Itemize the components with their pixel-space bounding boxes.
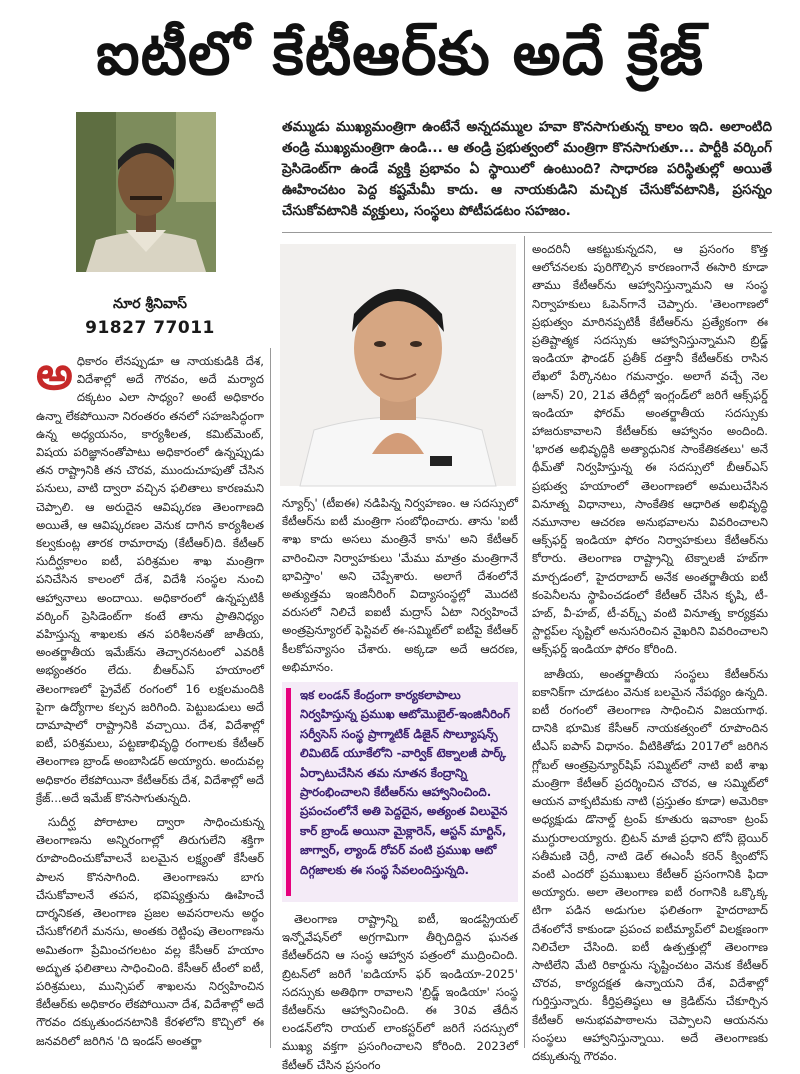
paragraph <box>36 346 264 807</box>
lede-text: తమ్ముడు ముఖ్యమంత్రిగా ఉంటేనే అన్నదమ్ముల హవా కొనసాగుతున్న కాలం ఇది. అలాంటిది తండ్రి ముఖ్యమంత్రిగా ఉండి... ఆ తండ్రి ప్రభుత్వంలో మంత్రిగా కొనసాగుతూ... పార్టీకి వర్కింగ్ ప్రెసిడెంట్‌గా ఉండే వ్యక్తి ప్రభావం ఏ స్థాయిలో ఉంటుంది? సాధారణ పరిస్థితుల్లో అయితే ఊహించటం పెద్ద కష్టమేమీ కాదు. ఆ నాయకుడిని మచ్చిక చేసుకోవటానికి, ప్రసన్నం చేసుకోవటానికి వ్యక్తులు, సంస్థలు పోటీపడటం సహజం. <box>282 119 772 219</box>
drop-cap: అ <box>36 346 73 400</box>
pull-quote <box>282 682 518 902</box>
ktr-photo <box>280 244 516 486</box>
paragraph: జాతీయ, అంతర్జాతీయ సంస్థలు కేటీఆర్‌ను ఐకానిక్‌గా చూడటం వెనుక బలమైన నేపథ్యం ఉన్నది. ఐటీ రంగంలో తెలంగాణ సాధించిన విజయగాథ. దానికి భూమిక కేసీఆర్ నాయకత్వంలో రూపొందిన టీఎస్ ఐపాస్ విధానం. వీటికితోడు 2017లో జరిగిన గ్లోబల్ ఆంత్రప్రెన్యూర్‌షిప్ సమ్మిట్‌లో నాటి ఐటీ శాఖ మంత్రిగా కేటీఆర్ ప్రదర్శించిన చొరవ, ఆ సమ్మిట్‌లో ఆయన వాక్పటిమకు నాటి (ప్రస్తుతం కూడా) అమెరికా అధ్యక్షుడు డొనాల్డ్ ట్రంప్ కూతురు ఇవాంకా ట్రంప్ ముగ్ధురాలయ్యారు. బ్రిటన్ మాజీ ప్రధాని టోనీ బ్లెయిర్ సతీమణి చెర్రీ, నాటి డెల్ ఈఎంసీ కరెన్ క్వింటోస్ వంటి ఎందరో ప్రముఖులు కేటీఆర్ ప్రసంగానికి ఫిదా అయ్యారు. అలా తెలంగాణ ఐటీ రంగానికి ఒక్కొక్క టిగా పడిన అడుగుల ఫలితంగా హైదరాబాద్ దేశంలోనే కాకుండా ప్రపంచ ఐటీమ్యాప్‌లో విలక్షణంగా నిలిచేలా చేసింది. ఐటీ ఉత్పత్తుల్లో తెలంగాణ సాటిలేని మేటి రికార్డును సృష్టించటం వెనుక కేటీఆర్ చొరవ, కార్యదక్షత ఉన్నాయని దేశ, విదేశాల్లో గుర్తిస్తున్నారు. కీర్తిప్రతిష్ఠలు ఆ క్రెడిట్‌ను చేకూర్చిన కేటీఆర్ అనుభవపాఠాలను చెప్పాలని ఆయనను సంస్థలు ఆహ్వానిస్తున్నాయి. అదే తెలంగాణకు దక్కుతున్న గౌరవం. <box>532 666 768 1063</box>
article-column-3 <box>532 240 768 1063</box>
pull-quote-bar <box>286 688 291 896</box>
column-divider <box>524 236 525 1048</box>
pull-quote-text: ఇక లండన్ కేంద్రంగా కార్యకలాపాలు నిర్వహిస్తున్న ప్రముఖ ఆటోమొబైల్-ఇంజినీరింగ్ సర్వీసెస్ సంస్థ ప్రాగ్మాటిక్ డిజైన్ సొల్యూషన్స్ లిమిటెడ్ యూకేలోని -వార్విక్ టెక్నాలజీ పార్క్ ఏర్పాటుచేసిన తమ నూతన కేంద్రాన్ని ప్రారంభించాలని కేటీఆర్‌ను ఆహ్వానించింది. ప్రపంచంలోనే అతి పెద్దదైన, అత్యంత విలువైన కార్ బ్రాండ్ అయినా మైక్లారెన్, ఆస్టన్ మార్టిన్, జాగ్వార్, ల్యాండ్ రోవర్ వంటి ప్రముఖ ఆటో దిగ్గజాలకు ఈ సంస్థ సేవలందిస్తున్నది. <box>300 688 510 877</box>
paragraph: న్యూర్స్' (టీఐఈ) నడిపిన్న నిర్వహణం. ఆ సదస్సులో కేటీఆర్‌ను ఐటీ మంత్రిగా సంబోధించారు. తాను 'ఐటీ శాఖ కాదు అసలు మంత్రినే కాను' అని కేటీఆర్ వారించినా నిర్వాహకులు 'మేము మాత్రం మంత్రిగానే భావిస్తాం' అని చెప్పేశారు. అలాగే దేశంలోనే అత్యుత్తమ ఇంజినీరింగ్ విద్యాసంస్థల్లో మొదటి వరుసలో నిలిచే ఐఐటీ మద్రాస్ ఏటా నిర్వహించే అంత్రప్రెన్యూరల్ ఫెస్టివల్ ఈ-సమ్మిట్‌లో ఐటీపై కేటీఆర్ కీలకోపన్యాసం చేశారు. అక్కడా అదే ఆదరణ, అభిమానం. <box>282 496 518 674</box>
author-phone: 91827 77011 <box>85 318 215 338</box>
column-divider <box>270 348 271 1048</box>
paragraph: సుదీర్ఘ పోరాటాల ద్వారా సాధించుకున్న తెలంగాణను అన్నిరంగాల్లో తిరుగులేని శక్తిగా రూపొందించుకోవాలనే బలమైన లక్ష్యంతో కేసీఆర్ పాలన కొనసాగింది. తెలంగాణను బాగు చేసుకోవాలనే తపన, భవిష్యత్తును ఊహించే దార్శనికత, తెలంగాణ ప్రజల అవసరాలను అర్థం చేసుకోగలిగే మనసు, అంతకు రెట్టింపు తెలంగాణను అమితంగా ప్రేమించగలటం వల్ల కేసీఆర్ హయాం అద్భుత ఫలితాలు సాధించింది. కేసీఆర్ టీంలో ఐటీ, పరిశ్రమలు, మున్సిపల్ శాఖలను నిర్వహించిన కేటీఆర్‌కు అధికారం లేకపోయినా దేశ, విదేశాల్లో అదే గౌరవం దక్కుతుందనటానికి కేరళలోని కొచ్చిలో ఈ జనవరిలో జరిగిన 'ది ఇండస్ అంతర్జా <box>36 815 264 1048</box>
author-name: నూర శ్రీనివాస్ <box>113 296 187 312</box>
paragraph: అందరినీ ఆకట్టుకున్నదని, ఆ ప్రసంగం కొత్త ఆలోచనలకు పురిగొల్పిన కారణంగానే ఈసారి కూడా తాము కేటీఆర్‌ను ఆహ్వానిస్తున్నామని ఆ సంస్థ నిర్వాహకులు ఓపెన్‌గానే చెప్పారు. 'తెలంగాణలో ప్రభుత్వం మారినప్పటికీ కేటీఆర్‌ను ప్రత్యేకంగా ఈ ప్రతిష్టాత్మక సదస్సుకు ఆహ్వానిస్తున్నామని బ్రిడ్జ్ ఇండియా ఫౌండర్ ప్రతీక్ దత్తానీ కేటీఆర్‌కు రాసిన లేఖలో పేర్కొనటం గమనార్హం. అలాగే వచ్చే నెల (జూన్) 20, 21వ తేదీల్లో ఇంగ్లండ్‌లో జరిగే ఆక్స్‌ఫర్డ్ ఇండియా ఫోరమ్ అంతర్జాతీయ సదస్సుకు హాజరుకావాలని కేటీఆర్‌కు ఆహ్వానం అందింది. 'భారత అభివృద్ధికి అత్యాధునిక సాంకేతికతలు' అనే థీమ్‌తో నిర్వహిస్తున్న ఈ సదస్సులో బీఆర్‌ఎస్ ప్రభుత్వ హయాంలో తెలంగాణలో అమలుచేసిన వినూత్న విధానాలు, సాంకేతిక ఆధారిత అభివృద్ధి నమూనాల ఆచరణ అనుభవాలను వివరించాలని ఆక్స్‌ఫర్డ్ ఇండియా ఫోరం నిర్వాహకులు కేటీఆర్‌ను కోరారు. తెలంగాణ రాష్ట్రాన్ని టెక్నాలజీ హబ్‌గా మార్చడంలో, హైదరాబాద్ అనేక అంతర్జాతీయ ఐటీ కంపెనీలను స్థాపించడంలో కేటీఆర్ చేసిన కృషి, టీ-హబ్, వీ-హబ్, టీ-వర్క్స్ వంటి వినూత్న కార్యక్రమ స్టార్టప్‌ల సృష్టిలో అనుసరించిన వైఖరిని వివరించాలని ఆక్స్‌ఫర్డ్ ఇండియా ఫోరం కోరింది. <box>532 242 768 657</box>
author-photo <box>76 112 216 272</box>
paragraph: తెలంగాణ రాష్ట్రాన్ని ఐటీ, ఇండస్ట్రియల్ ఇన్నోవేషన్‌లో అగ్రగామిగా తీర్చిదిద్దిన ఘనత కేటీఆర్‌దని ఆ సంస్థ ఆహ్వాన పత్రంలో ముద్రించింది. బ్రిటన్‌లో జరిగే 'ఐడియాస్ ఫర్ ఇండియా-2025' సదస్సుకు అతిథిగా రావాలని 'బ్రిడ్జ్ ఇండియా' సంస్థ కేటీఆర్‌ను ఆహ్వానించింది. ఈ 30వ తేదీన లండన్‌లోని రాయల్ లాంకస్టర్‌లో జరిగే సదస్సులో ముఖ్య వక్తగా ప్రసంగించాలని కోరింది. 2023లో కేటీఆర్ చేసిన ప్రసంగం <box>282 912 518 1072</box>
article-column-1 <box>36 346 264 1052</box>
headline: ఐటీలో కేటీఆర్‌కు అదే క్రేజ్ <box>95 19 705 89</box>
article-column-2-lower <box>282 910 518 1072</box>
lede-divider <box>282 232 772 233</box>
article-column-2 <box>282 494 518 680</box>
paragraph-text: ధికారం లేనప్పుడూ ఆ నాయకుడికి దేశ, విదేశాల్లో అదే గౌరవం, అదే మర్యాద దక్కటం ఎలా సాధ్యం? అంటే అధికారం ఉన్నా లేకపోయినా నిరంతరం తనలో సహజసిద్ధంగా ఉన్న అధ్యయనం, కార్యశీలత, కమిట్‌మెంట్, విషయ పరిజ్ఞానంతోపాటు అధికారంలో ఉన్నప్పుడు తన రాష్ట్రానికి తన చొరవ, ముందుచూపుతో చేసిన పనులు, వాటి ద్వారా వచ్చిన ఫలితాలు కారణమని చెప్పాలి. ఆ అరుదైన ఆవిష్కరణ తెలంగాణది అయితే, ఆ ఆవిష్కరణల వెనుక దాగిన కార్యశీలత కల్వకుంట్ల తారక రామారావు (కేటీఆర్)ది. కేటీఆర్ సుదీర్ఘకాలం ఐటీ, పరిశ్రమల శాఖ మంత్రిగా పనిచేసిన కాలంలో దేశ, విదేశీ సంస్థల నుంచి ఆహ్వానాలు అందాయి. అధికారంలో ఉన్నప్పటికీ వర్కింగ్ ప్రెసిడెంట్‌గా కంటే తాను ప్రాతినిధ్యం వహిస్తున్న శాఖలకు తన పరిశీలనతో జాతీయ, అంతర్జాతీయ ఇమేజ్‌ను తెచ్చారనటంలో ఎవరికీ అభ్యంతరం లేదు. బీఆర్‌ఎస్ హయాంలో తెలంగాణలో ప్రైవేట్ రంగంలో 16 లక్షలమందికి పైగా ఉద్యోగాల కల్పన జరిగింది. పెట్టుబడులు అదే దామాషాలో రాష్ట్రానికి వచ్చాయి. దేశ, విదేశాల్లో ఐటీ, పరిశ్రమలు, పట్టణాభివృద్ధి రంగాలకు కేటీఆర్ తెలంగాణ బ్రాండ్ అంబాసిడర్ అయ్యారు. అందువల్ల అధికారం లేకపోయినా కేటీఆర్‌కు దేశ, విదేశాల్లో అదే క్రేజ్...అదే ఇమేజ్ కొనసాగుతున్నది. <box>36 354 264 805</box>
